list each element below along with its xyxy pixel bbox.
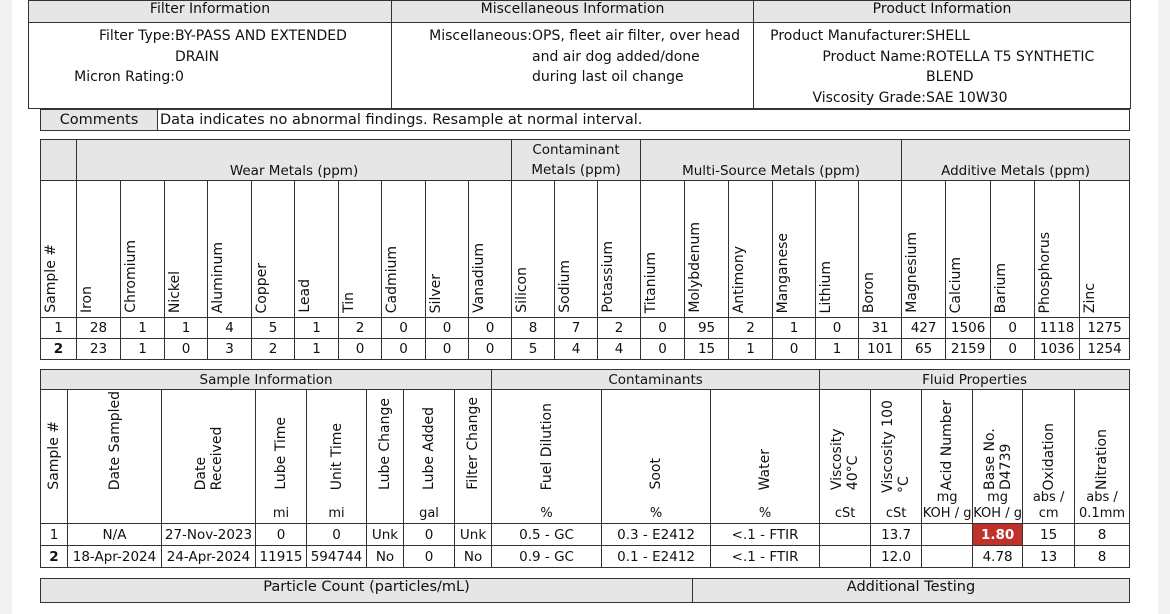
misc-label: Miscellaneous:	[429, 28, 532, 44]
metal-col-label: Chromium	[123, 240, 139, 313]
metal-value: 4	[208, 318, 252, 339]
metal-col-phosphorus	[1035, 181, 1080, 318]
metal-col-silicon	[512, 181, 555, 318]
sample-col-nitration	[1075, 390, 1130, 524]
metals-table	[40, 139, 1130, 360]
metal-value: 0	[382, 339, 426, 360]
metal-value: 0	[469, 318, 512, 339]
filter-info-header: Filter Information	[29, 1, 392, 23]
sample-value: 8	[1075, 546, 1130, 568]
sample-value: <.1 - FTIR	[711, 546, 820, 568]
metal-col-label: Lead	[297, 279, 313, 313]
metal-col-label: Barium	[993, 262, 1010, 313]
sample-col-label: Soot	[648, 458, 665, 490]
micron-rating-label: Micron Rating:	[74, 69, 175, 85]
sample-col-label: Sample #	[46, 421, 62, 490]
metal-value: 0	[991, 318, 1035, 339]
metal-value: 3	[208, 339, 252, 360]
metal-value: 1	[295, 339, 339, 360]
sample-col-label: Oxidation	[1040, 422, 1057, 490]
additional-testing-header: Additional Testing	[693, 579, 1130, 603]
sample-col-label: Unit Time	[328, 422, 345, 490]
metal-col-label: Silicon	[514, 267, 531, 313]
sample-table	[40, 369, 1130, 568]
metal-col-label: Tin	[341, 292, 357, 313]
metal-value: 5	[252, 318, 295, 339]
sample-col-label: Lube Change	[377, 398, 393, 490]
sample-value	[922, 524, 973, 546]
metal-value: 4	[598, 339, 641, 360]
metal-col-label: Molybdenum	[687, 222, 704, 313]
metal-col-lead	[295, 181, 339, 318]
metal-col-label: Phosphorus	[1037, 231, 1054, 313]
metal-value: 1275	[1080, 318, 1130, 339]
metal-col-sample	[41, 181, 77, 318]
metal-col-manganese	[773, 181, 816, 318]
metal-col-label: Cadmium	[384, 245, 400, 313]
table-row	[41, 524, 1130, 546]
product-name-value: ROTELLA T5 SYNTHETIC BLEND	[926, 48, 1095, 85]
sample-col-viscosity-40-c	[820, 390, 871, 524]
metal-value: 1	[295, 318, 339, 339]
metal-value: 8	[512, 318, 555, 339]
sample-value: <.1 - FTIR	[711, 524, 820, 546]
sample-col-unit-time	[307, 390, 367, 524]
metal-col-lithium	[816, 181, 859, 318]
metal-value: 2	[339, 318, 382, 339]
sample-col-filter-change	[455, 390, 492, 524]
sample-value: 594744	[307, 546, 367, 568]
metal-value: 4	[555, 339, 598, 360]
table-row	[41, 339, 1130, 360]
metal-value: 95	[685, 318, 729, 339]
micron-rating-value: 0	[175, 69, 184, 85]
metal-col-copper	[252, 181, 295, 318]
table-row	[41, 546, 1130, 568]
metal-value: 0	[339, 339, 382, 360]
sample-value: 0.5 - GC	[492, 524, 602, 546]
metal-value: 1	[729, 339, 773, 360]
metal-col-molybdenum	[685, 181, 729, 318]
additive-metals-header: Additive Metals (ppm)	[902, 140, 1130, 181]
comments-text: Data indicates no abnormal findings. Resample at normal interval.	[158, 110, 1130, 131]
metal-value: 1	[165, 318, 208, 339]
metal-value: 1	[816, 339, 859, 360]
metal-col-sodium	[555, 181, 598, 318]
sample-value: 24-Apr-2024	[162, 546, 256, 568]
metal-value: 1	[773, 318, 816, 339]
metal-value: 0	[773, 339, 816, 360]
metal-value: 101	[859, 339, 902, 360]
fluid-properties-header: Fluid Properties	[820, 370, 1130, 390]
sample-value	[922, 546, 973, 568]
sample-value: No	[367, 546, 404, 568]
viscosity-grade-value: SAE 10W30	[926, 89, 1008, 106]
metal-col-titanium	[641, 181, 685, 318]
sample-value: 4.78	[973, 546, 1023, 568]
misc-value: OPS, fleet air filter, over head and air dog added/done during last oil change	[532, 28, 740, 85]
sample-col-label: Base No. D4739	[981, 428, 1014, 490]
metal-col-aluminum	[208, 181, 252, 318]
sample-col-water	[711, 390, 820, 524]
sample-col-date-sampled	[68, 390, 162, 524]
sample-col-label: Water	[757, 448, 774, 490]
metal-col-label: Magnesium	[904, 232, 921, 313]
sample-value: 12.0	[871, 546, 922, 568]
sample-value: 0	[404, 546, 455, 568]
metal-col-chromium	[121, 181, 165, 318]
metal-col-cadmium	[382, 181, 426, 318]
sample-number: 1	[41, 318, 77, 339]
sample-col-unit: abs / cm	[1032, 490, 1065, 521]
sample-value: 0	[256, 524, 307, 546]
sample-number: 2	[41, 339, 77, 360]
metal-col-label: Boron	[861, 271, 878, 313]
metal-value: 1	[121, 339, 165, 360]
bottom-table	[40, 578, 1130, 603]
sample-col-label: Acid Number	[939, 399, 956, 490]
metal-value: 2	[729, 318, 773, 339]
sample-col-sample	[41, 390, 68, 524]
metal-value: 2159	[946, 339, 991, 360]
sample-col-lube-time	[256, 390, 307, 524]
manufacturer-value: SHELL	[926, 28, 970, 44]
sample-col-date-received	[162, 390, 256, 524]
sample-col-unit: cSt	[885, 506, 907, 521]
sample-number: 2	[41, 546, 68, 568]
sample-value: 0	[404, 524, 455, 546]
table-row	[41, 318, 1130, 339]
metal-value: 1118	[1035, 318, 1080, 339]
sample-col-label: Nitration	[1094, 428, 1111, 490]
sample-col-soot	[602, 390, 711, 524]
metal-value: 1	[121, 318, 165, 339]
sample-col-unit: %	[758, 506, 772, 521]
metal-value: 7	[555, 318, 598, 339]
metal-value: 2	[252, 339, 295, 360]
info-table	[28, 0, 1131, 109]
metal-value: 5	[512, 339, 555, 360]
metal-value: 0	[991, 339, 1035, 360]
sample-value: Unk	[367, 524, 404, 546]
metal-col-label: Copper	[254, 262, 270, 313]
sample-value: 0.3 - E2412	[602, 524, 711, 546]
sample-value: 0.1 - E2412	[602, 546, 711, 568]
contaminants-header: Contaminants	[492, 370, 820, 390]
sample-value: N/A	[68, 524, 162, 546]
metal-col-label: Vanadium	[471, 243, 487, 313]
metal-col-zinc	[1080, 181, 1130, 318]
metal-col-calcium	[946, 181, 991, 318]
metal-col-boron	[859, 181, 902, 318]
metal-value: 31	[859, 318, 902, 339]
sample-col-fuel-dilution	[492, 390, 602, 524]
sample-value: 8	[1075, 524, 1130, 546]
metal-value: 65	[902, 339, 946, 360]
metal-value: 15	[685, 339, 729, 360]
sample-col-unit: mg KOH / g	[973, 490, 1022, 521]
sample-col-label: Filter Change	[465, 397, 482, 490]
sample-value: 13	[1023, 546, 1075, 568]
metal-value: 23	[77, 339, 121, 360]
sample-col-unit: cSt	[834, 506, 856, 521]
multi-source-metals-header: Multi-Source Metals (ppm)	[641, 140, 902, 181]
sample-value: Unk	[455, 524, 492, 546]
misc-info-cell	[392, 23, 754, 109]
product-name-label: Product Name:	[822, 48, 926, 65]
sample-col-label: Date Sampled	[106, 390, 123, 490]
metal-col-label: Titanium	[643, 251, 660, 313]
sample-col-acid-number	[922, 390, 973, 524]
sample-col-unit: %	[649, 506, 663, 521]
metal-value: 0	[641, 339, 685, 360]
sample-col-label: Date Received	[192, 426, 225, 491]
metal-col-label: Iron	[79, 285, 95, 313]
sample-col-unit: mi	[272, 506, 290, 521]
metal-col-label: Calcium	[948, 256, 965, 313]
metal-col-label: Manganese	[775, 232, 792, 313]
sample-col-label: Lube Added	[421, 407, 437, 490]
metal-col-tin	[339, 181, 382, 318]
comments-table	[40, 109, 1130, 131]
sample-col-label: Fuel Dilution	[538, 402, 555, 490]
sample-value: 18-Apr-2024	[68, 546, 162, 568]
comments-label: Comments	[41, 110, 158, 131]
viscosity-grade-label: Viscosity Grade:	[812, 89, 926, 106]
sample-col-unit: mg KOH / g	[922, 490, 972, 521]
metal-col-label: Aluminum	[210, 241, 226, 313]
sample-value: 15	[1023, 524, 1075, 546]
metal-value: 0	[426, 318, 469, 339]
metal-col-label: Silver	[428, 273, 444, 313]
metal-value: 1036	[1035, 339, 1080, 360]
metal-value: 1254	[1080, 339, 1130, 360]
metal-value: 28	[77, 318, 121, 339]
metal-col-magnesium	[902, 181, 946, 318]
metal-col-label: Zinc	[1082, 282, 1099, 313]
metal-value: 0	[816, 318, 859, 339]
metal-col-label: Potassium	[600, 241, 617, 313]
metal-value: 427	[902, 318, 946, 339]
sample-value	[820, 524, 871, 546]
sample-value	[820, 546, 871, 568]
product-info-header: Product Information	[754, 1, 1131, 23]
metal-value: 0	[165, 339, 208, 360]
manufacturer-label: Product Manufacturer:	[770, 28, 926, 44]
sample-col-unit: gal	[419, 506, 439, 521]
sample-value: 0.9 - GC	[492, 546, 602, 568]
sample-col-unit: %	[540, 506, 553, 521]
product-info-cell	[754, 23, 1131, 109]
metal-col-label: Nickel	[167, 270, 183, 313]
sample-col-viscosity-100-c	[871, 390, 922, 524]
metal-col-potassium	[598, 181, 641, 318]
metal-col-label: Lithium	[818, 260, 835, 313]
filter-type-label: Filter Type:	[99, 28, 175, 44]
metal-col-iron	[77, 181, 121, 318]
sample-col-label: Viscosity 40°C	[829, 428, 862, 491]
sample-col-lube-change	[367, 390, 404, 524]
sample-col-unit: mi	[328, 506, 345, 521]
filter-type-value: BY-PASS AND EXTENDED DRAIN	[175, 28, 347, 65]
metal-col-label: Sodium	[557, 260, 574, 313]
sample-number: 1	[41, 524, 68, 546]
metal-col-vanadium	[469, 181, 512, 318]
metal-col-label: Sample #	[43, 244, 59, 313]
sample-col-label: Viscosity 100 °C	[880, 400, 913, 493]
metals-corner	[41, 140, 77, 181]
metal-value: 1506	[946, 318, 991, 339]
sample-value: 27-Nov-2023	[162, 524, 256, 546]
metal-col-barium	[991, 181, 1035, 318]
sample-info-header: Sample Information	[41, 370, 492, 390]
contaminant-metals-header: Contaminant Metals (ppm)	[512, 140, 641, 181]
metal-col-nickel	[165, 181, 208, 318]
metal-col-label: Antimony	[731, 245, 748, 313]
sample-col-lube-added	[404, 390, 455, 524]
sample-value: 0	[307, 524, 367, 546]
sample-value: 11915	[256, 546, 307, 568]
metal-col-antimony	[729, 181, 773, 318]
sample-col-base-no-d4739	[973, 390, 1023, 524]
flagged-value: 1.80	[973, 524, 1023, 546]
particle-count-header: Particle Count (particles/mL)	[41, 579, 693, 603]
metal-value: 0	[426, 339, 469, 360]
metal-value: 2	[598, 318, 641, 339]
sample-value: No	[455, 546, 492, 568]
sample-value: 13.7	[871, 524, 922, 546]
metal-value: 0	[641, 318, 685, 339]
sample-col-unit: abs / 0.1mm	[1079, 490, 1126, 521]
wear-metals-header: Wear Metals (ppm)	[77, 140, 512, 181]
sample-col-label: Lube Time	[273, 417, 289, 490]
metal-value: 0	[469, 339, 512, 360]
metal-value: 0	[382, 318, 426, 339]
sample-col-oxidation	[1023, 390, 1075, 524]
metal-col-silver	[426, 181, 469, 318]
filter-info-cell	[29, 23, 392, 109]
misc-info-header: Miscellaneous Information	[392, 1, 754, 23]
